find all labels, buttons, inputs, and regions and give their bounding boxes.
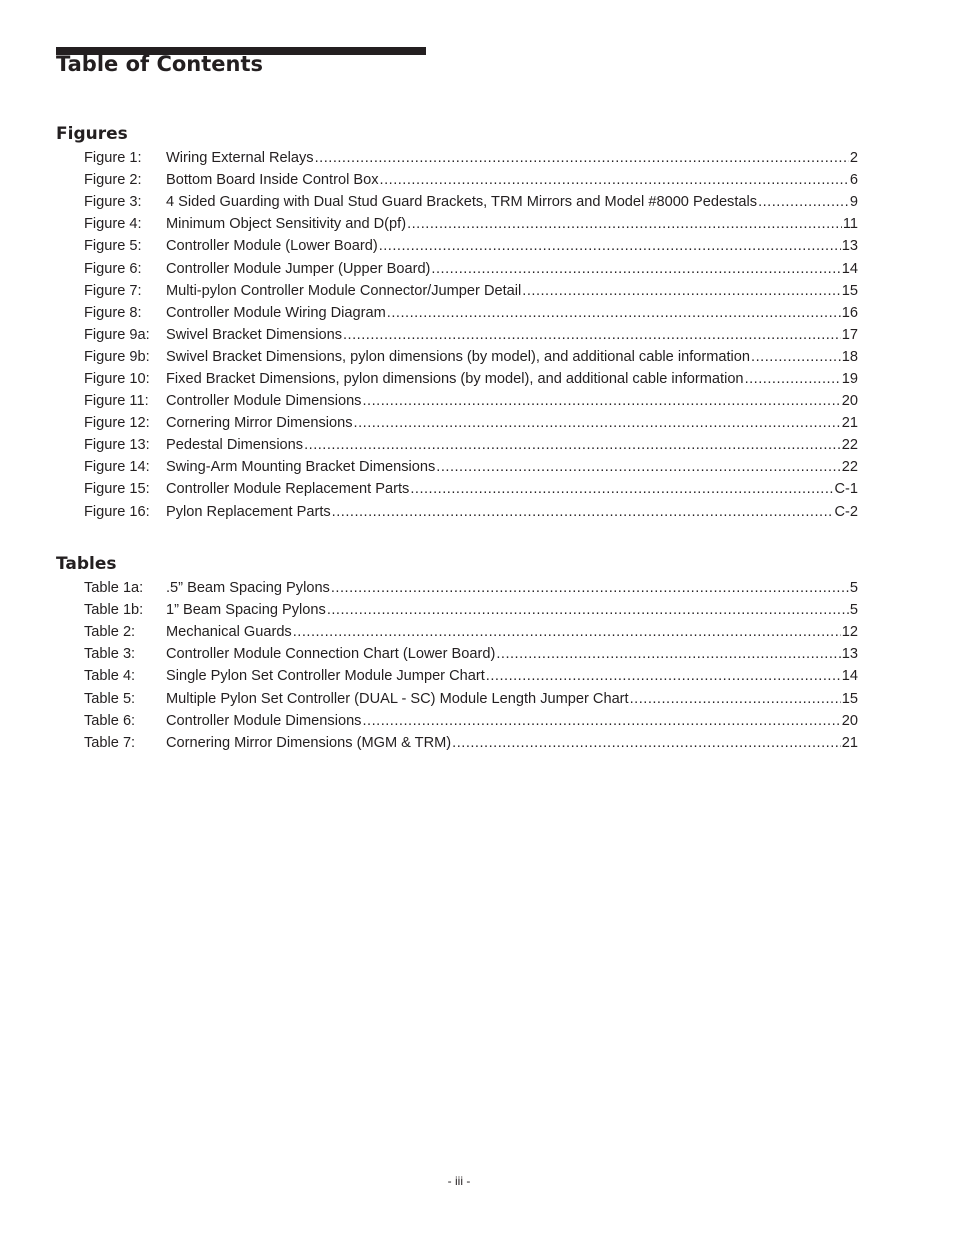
table-title: Single Pylon Set Controller Module Jumper Chart: [166, 668, 485, 685]
figure-label: Figure 2:: [84, 172, 142, 189]
figure-title: Controller Module Replacement Parts: [166, 481, 410, 498]
dot-leader: [522, 280, 840, 302]
figure-entry[interactable]: [84, 302, 858, 324]
figure-label: Figure 13:: [84, 437, 150, 454]
figure-title: Controller Module Jumper (Upper Board): [166, 260, 431, 277]
table-page: 15: [841, 690, 858, 707]
figure-title: Cornering Mirror Dimensions: [166, 415, 353, 432]
figure-label: Figure 5:: [84, 238, 142, 255]
figure-title: Fixed Bracket Dimensions, pylon dimensions (by model), and additional cable information: [166, 370, 744, 387]
figure-title: Multi-pylon Controller Module Connector/Jumper Detail: [166, 282, 522, 299]
table-entry[interactable]: [84, 710, 858, 732]
dot-leader: [380, 169, 849, 191]
dot-leader: [758, 191, 849, 213]
figure-title: Bottom Board Inside Control Box: [166, 172, 379, 189]
figure-label: Figure 3:: [84, 194, 142, 211]
figure-label: Figure 7:: [84, 282, 142, 299]
table-entry[interactable]: [84, 732, 858, 754]
figure-page: 11: [842, 216, 858, 233]
table-label: Table 1a:: [84, 580, 144, 597]
figure-entry[interactable]: [84, 213, 858, 235]
figures-list: [84, 147, 858, 523]
figure-title: Wiring External Relays: [166, 150, 314, 167]
table-label: Table 6:: [84, 712, 136, 729]
dot-leader: [751, 346, 841, 368]
figure-entry[interactable]: [84, 191, 858, 213]
figure-page: 15: [841, 282, 858, 299]
figure-entry[interactable]: [84, 257, 858, 279]
tables-heading: Tables: [56, 554, 117, 574]
dot-leader: [379, 235, 841, 257]
table-title: .5” Beam Spacing Pylons: [166, 580, 330, 597]
figure-page: 22: [841, 437, 858, 454]
table-page: 20: [841, 712, 858, 729]
table-entry[interactable]: [84, 577, 858, 599]
table-label: Table 3:: [84, 646, 136, 663]
dot-leader: [387, 302, 841, 324]
figure-entry[interactable]: [84, 346, 858, 368]
figure-title: Swing-Arm Mounting Bracket Dimensions: [166, 459, 436, 476]
figure-page: 16: [841, 304, 858, 321]
figure-page: 6: [849, 172, 858, 189]
figure-title: Controller Module (Lower Board): [166, 238, 378, 255]
dot-leader: [331, 577, 849, 599]
figure-page: C-1: [834, 481, 858, 498]
table-label: Table 4:: [84, 668, 136, 685]
figure-title: Pedestal Dimensions: [166, 437, 304, 454]
table-entry[interactable]: [84, 599, 858, 621]
figure-entry[interactable]: [84, 324, 858, 346]
table-entry[interactable]: [84, 665, 858, 687]
dot-leader: [410, 478, 833, 500]
table-title: Controller Module Connection Chart (Lower Board): [166, 646, 496, 663]
figure-label: Figure 14:: [84, 459, 150, 476]
figure-label: Figure 9a:: [84, 326, 150, 343]
figure-entry[interactable]: [84, 456, 858, 478]
page-title: Table of Contents: [56, 52, 264, 76]
figure-entry[interactable]: [84, 434, 858, 456]
figure-page: 19: [841, 370, 858, 387]
table-page: 21: [841, 734, 858, 751]
figure-entry[interactable]: [84, 478, 858, 500]
figure-title: Controller Module Wiring Diagram: [166, 304, 386, 321]
dot-leader: [315, 147, 849, 169]
figure-entry[interactable]: [84, 412, 858, 434]
figure-page: 9: [849, 194, 858, 211]
table-title: Mechanical Guards: [166, 624, 292, 641]
table-title: Multiple Pylon Set Controller (DUAL - SC) Module Length Jumper Chart: [166, 690, 629, 707]
dot-leader: [327, 599, 849, 621]
figure-entry[interactable]: [84, 390, 858, 412]
dot-leader: [452, 732, 841, 754]
table-label: Table 7:: [84, 734, 136, 751]
dot-leader: [304, 434, 841, 456]
figure-label: Figure 1:: [84, 150, 142, 167]
dot-leader: [745, 368, 841, 390]
figure-entry[interactable]: [84, 147, 858, 169]
table-page: 5: [849, 602, 858, 619]
page-number: - iii -: [447, 1174, 471, 1188]
figure-page: 14: [841, 260, 858, 277]
table-page: 5: [849, 580, 858, 597]
figure-title: Swivel Bracket Dimensions: [166, 326, 342, 343]
figure-entry[interactable]: [84, 235, 858, 257]
table-entry[interactable]: [84, 687, 858, 709]
figure-label: Figure 15:: [84, 481, 150, 498]
table-title: 1” Beam Spacing Pylons: [166, 602, 326, 619]
figure-page: 2: [849, 150, 858, 167]
table-title: Cornering Mirror Dimensions (MGM & TRM): [166, 734, 452, 751]
figure-label: Figure 10:: [84, 370, 150, 387]
table-page: 12: [841, 624, 858, 641]
dot-leader: [362, 390, 840, 412]
figure-page: 13: [841, 238, 858, 255]
dot-leader: [293, 621, 841, 643]
figure-entry[interactable]: [84, 169, 858, 191]
figure-label: Figure 9b:: [84, 348, 150, 365]
table-entry[interactable]: [84, 621, 858, 643]
table-title: Controller Module Dimensions: [166, 712, 362, 729]
figure-title: 4 Sided Guarding with Dual Stud Guard Brackets, TRM Mirrors and Model #8000 Pedestals: [166, 194, 758, 211]
dot-leader: [486, 665, 841, 687]
figure-page: 17: [841, 326, 858, 343]
table-label: Table 5:: [84, 690, 136, 707]
figure-entry[interactable]: [84, 368, 858, 390]
dot-leader: [496, 643, 840, 665]
figure-label: Figure 6:: [84, 260, 142, 277]
figure-label: Figure 8:: [84, 304, 142, 321]
figure-title: Pylon Replacement Parts: [166, 503, 331, 520]
dot-leader: [431, 258, 840, 280]
dot-leader: [362, 710, 840, 732]
table-page: 14: [841, 668, 858, 685]
figure-title: Swivel Bracket Dimensions, pylon dimensions (by model), and additional cable information: [166, 348, 751, 365]
table-entry[interactable]: [84, 643, 858, 665]
dot-leader: [354, 412, 841, 434]
figure-page: 18: [841, 348, 858, 365]
figure-entry[interactable]: [84, 501, 858, 523]
table-label: Table 1b:: [84, 602, 144, 619]
figure-entry[interactable]: [84, 280, 858, 302]
figure-title: Controller Module Dimensions: [166, 393, 362, 410]
figure-page: 21: [841, 415, 858, 432]
dot-leader: [343, 324, 841, 346]
table-page: 13: [841, 646, 858, 663]
figure-page: 22: [841, 459, 858, 476]
figure-label: Figure 16:: [84, 503, 150, 520]
tables-list: [84, 577, 858, 754]
figure-title: Minimum Object Sensitivity and D(pf): [166, 216, 407, 233]
dot-leader: [332, 501, 834, 523]
figure-page: C-2: [834, 503, 858, 520]
figure-label: Figure 4:: [84, 216, 142, 233]
figure-label: Figure 11:: [84, 393, 149, 410]
figure-label: Figure 12:: [84, 415, 150, 432]
figures-heading: Figures: [56, 124, 128, 144]
dot-leader: [407, 213, 842, 235]
figure-page: 20: [841, 393, 858, 410]
dot-leader: [630, 688, 841, 710]
table-label: Table 2:: [84, 624, 136, 641]
dot-leader: [436, 456, 840, 478]
